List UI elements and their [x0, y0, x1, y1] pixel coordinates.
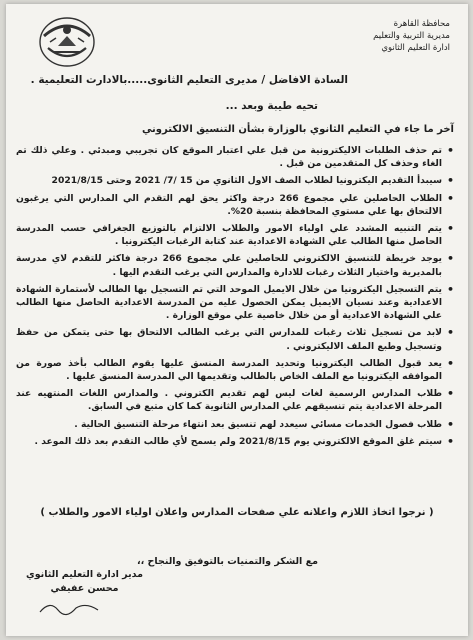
point-item: • يعد قبول الطالب اليكترونيا وتحديد المدرسة المنسق عليها يقوم الطالب بأخذ صورة من الموافقه اليكترونيا مع الملف الخاص بالطالب وتقديمها الي المدرسة المنسق عليها . [16, 357, 442, 383]
letterhead [373, 18, 450, 54]
handwritten-signature-icon [36, 598, 106, 618]
point-item: • لابد من تسجيل ثلاث رغبات للمدارس التي يرغب الطالب الالتحاق بها حتى يتمكن من حفظ وتسجيل وطبع الملف الاليكتروني . [16, 326, 442, 352]
point-item: • يتم التنبيه المشدد علي اولياء الامور والطلاب الالتزام بالتوزيع الجغرافي حسب المدرسة الحاصل منها الطالب علي الشهادة الاعدادية عند كتابة الرغبات اليكترونيا . [16, 222, 442, 248]
point-item: • طلاب المدارس الرسمية لغات ليس لهم تقديم الكتروني . والمدارس اللغات المنتهيه عند المرحلة الاعدادية يتم تنسيقهم علي المدارس الثانوية كما كان متبع في السابق. [16, 387, 442, 413]
point-item: • طلاب فصول الخدمات مسائي سيعدد لهم تنسيق بعد انتهاء مرحلة التنسيق الحالية . [16, 418, 442, 431]
point-item: • يتم التسجيل اليكترونيا من خلال الايميل الموحد التي تم التسجيل بها الطالب لأستمارة الشهادة الاعدادية وعند نسيان الايميل يمكن الحصول عليه من المدرسة الاعدادية الحاصل منها الطالب علي الشهادة الاعدادية أو من خلال خاصية علي موقع الوزارة . [16, 283, 442, 323]
signature-block [26, 568, 143, 596]
point-item: • الطلاب الحاصلين علي مجموع 266 درجة واكثر يحق لهم التقدم الي المدارس التي يرغبون الالتحاق بها علي مستوي المحافظة بنسبة 20%. [16, 192, 442, 218]
signature-title: مدير ادارة التعليم الثانوي [26, 569, 144, 580]
point-item: • يوجد خريطة للتنسيق الالكتروني للحاصلين علي مجموع 266 درجة فاكثر للتقدم لاي مدرسة بالمديرية واختيار الثلاث رغبات للادارة والمدارس التي يرغب التقدم اليها . [16, 252, 442, 278]
point-item: • تم حذف الطلبات الاليكترونية من قبل علي اعتبار الموقع كان تجريبي ومبدئي . وعلي ذلك تم الغاء وحذف كل المتقدمين من قبل . [16, 144, 442, 170]
seal-emblem-icon [36, 12, 98, 70]
closing-request: ( نرجوا اتخاذ اللازم واعلانه علي صفحات المدارس واعلان اولياء الامور والطلاب ) [40, 507, 434, 518]
signature-name: محسن عفيفي [50, 583, 119, 594]
point-item: • سيتم غلق الموقع الالكتروني يوم 2021/8/15 ولم يسمح لأي طالب التقدم بعد ذلك الموعد . [16, 435, 442, 448]
letterhead-line-department: ادارة التعليم الثانوي [381, 43, 450, 53]
subject-intro: آخر ما جاء في التعليم الثانوي بالوزارة بشأن التنسيق الالكتروني [141, 124, 454, 135]
greeting-line: تحيه طيبة وبعد ... [225, 100, 318, 112]
thanks-line: مع الشكر والتمنيات بالتوفيق والنجاح ،، [137, 556, 318, 567]
letterhead-line-directorate: مديرية التربية والتعليم [373, 31, 450, 41]
addressee-line: السادة الافاضل / مديرى التعليم الثانوى.....بالادارت التعليمية . [30, 74, 348, 86]
point-item: • سيبدأ التقديم اليكترونيا لطلاب الصف الاول الثانوي من 15 /7/ 2021 وحتى 2021/8/15 [16, 174, 442, 187]
letterhead-line-governorate: محافظة القاهرة [393, 19, 450, 29]
points-list [16, 144, 456, 452]
document-page [6, 4, 468, 636]
